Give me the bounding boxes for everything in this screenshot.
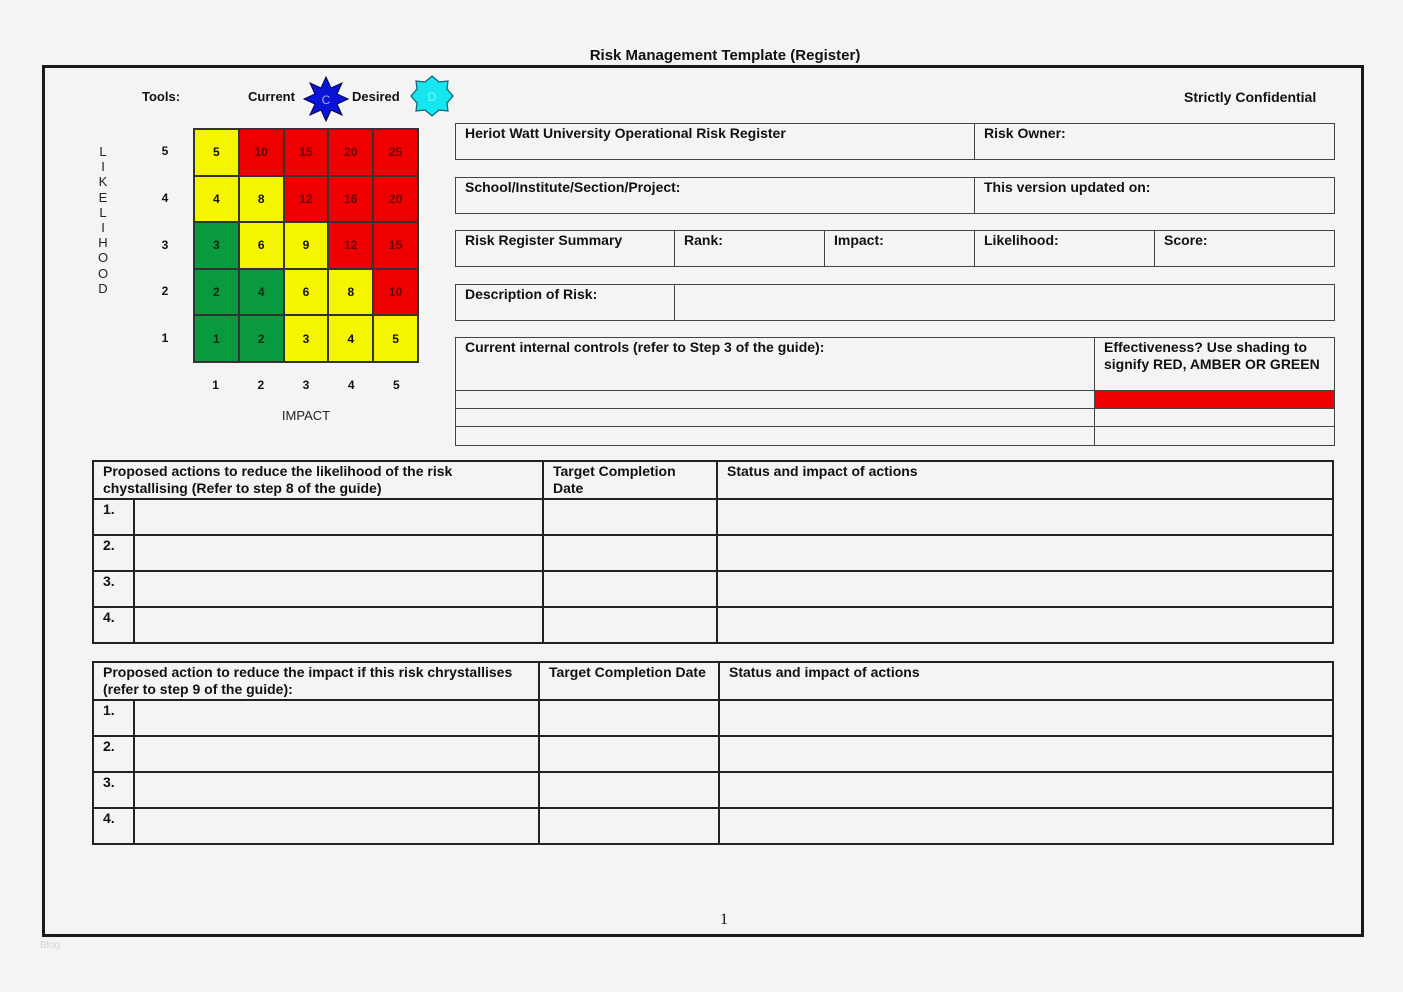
impact-value: 4 — [347, 378, 355, 392]
likelihood-value: 1 — [161, 331, 169, 346]
matrix-cell-yellow: 4 — [328, 315, 373, 362]
control-cell[interactable] — [456, 391, 1095, 408]
row-number: 1. — [93, 499, 134, 535]
risk-matrix — [193, 128, 419, 363]
matrix-cell-red: 15 — [284, 129, 329, 176]
axis-letter: O — [97, 265, 109, 281]
action-cell[interactable] — [134, 700, 539, 736]
risk-owner-field[interactable]: Risk Owner: — [984, 125, 1066, 141]
controls-table — [455, 337, 1335, 446]
target-date-header: Target Completion Date — [539, 662, 719, 700]
likelihood-value: 5 — [161, 144, 169, 158]
action-cell[interactable] — [134, 607, 543, 643]
impact-value: 2 — [257, 378, 265, 392]
matrix-cell-green: 2 — [239, 315, 284, 362]
date-cell[interactable] — [543, 499, 717, 535]
page-title: Risk Management Template (Register) — [589, 47, 861, 64]
school-field[interactable]: School/Institute/Section/Project: — [456, 178, 975, 213]
axis-letter: O — [97, 250, 109, 266]
matrix-cell-yellow: 6 — [284, 269, 329, 316]
action-cell[interactable] — [134, 736, 539, 772]
row-number: 2. — [93, 736, 134, 772]
matrix-cell-green: 4 — [239, 269, 284, 316]
confidentiality-label: Strictly Confidential — [1184, 89, 1317, 105]
status-header: Status and impact of actions — [717, 461, 1333, 499]
axis-letter: D — [98, 280, 108, 296]
status-cell[interactable] — [717, 535, 1333, 571]
current-label: Current — [248, 89, 295, 104]
version-updated-field[interactable]: This version updated on: — [984, 179, 1151, 195]
watermark: Blog — [40, 940, 61, 951]
control-row — [456, 391, 1334, 409]
action-cell[interactable] — [134, 571, 543, 607]
register-name-field[interactable]: Heriot Watt University Operational Risk Register — [456, 124, 975, 159]
summary-row — [455, 230, 1335, 267]
impact-actions-header: Proposed action to reduce the impact if this risk chrystallises (refer to step 9 of the guide): — [93, 662, 539, 700]
likelihood-value: 4 — [161, 190, 169, 205]
school-row — [455, 177, 1335, 214]
axis-letter: I — [101, 159, 105, 175]
matrix-cell-yellow: 6 — [239, 222, 284, 269]
matrix-cell-red: 15 — [373, 222, 418, 269]
matrix-cell-red: 20 — [373, 176, 418, 223]
date-cell[interactable] — [539, 736, 719, 772]
matrix-cell-red: 16 — [328, 176, 373, 223]
matrix-cell-red: 10 — [239, 129, 284, 176]
impact-field[interactable]: Impact: — [825, 231, 975, 266]
matrix-cell-red: 20 — [328, 129, 373, 176]
date-cell[interactable] — [543, 607, 717, 643]
axis-letter: L — [99, 204, 107, 220]
effectiveness-cell-red[interactable] — [1095, 391, 1334, 408]
description-label: Description of Risk: — [456, 285, 675, 320]
matrix-cell-green: 1 — [194, 315, 239, 362]
impact-value: 3 — [302, 378, 310, 392]
control-cell[interactable] — [456, 427, 1095, 445]
description-field[interactable] — [675, 285, 1334, 320]
summary-label: Risk Register Summary — [456, 231, 675, 266]
register-name-row — [455, 123, 1335, 160]
action-cell[interactable] — [134, 535, 543, 571]
current-star-icon — [303, 76, 349, 122]
page-number: 1 — [720, 911, 728, 928]
impact-value: 1 — [212, 378, 219, 392]
likelihood-value: 3 — [161, 237, 169, 252]
row-number: 3. — [93, 772, 134, 808]
date-cell[interactable] — [543, 535, 717, 571]
target-date-header: Target Completion Date — [543, 461, 717, 499]
axis-letter: L — [99, 144, 107, 159]
score-field[interactable]: Score: — [1164, 232, 1208, 248]
likelihood-actions-table — [92, 460, 1334, 644]
matrix-cell-green: 3 — [194, 222, 239, 269]
likelihood-actions-header: Proposed actions to reduce the likelihood of the risk chystallising (Refer to step 8 of the guide) — [93, 461, 543, 499]
row-number: 1. — [93, 700, 134, 736]
axis-letter: K — [98, 174, 108, 190]
matrix-cell-yellow: 4 — [194, 176, 239, 223]
row-number: 3. — [93, 571, 134, 607]
description-row — [455, 284, 1335, 321]
impact-values — [193, 378, 419, 392]
status-cell[interactable] — [717, 571, 1333, 607]
impact-axis-label: IMPACT — [281, 408, 331, 423]
matrix-cell-red: 10 — [373, 269, 418, 316]
impact-actions-table — [92, 661, 1334, 845]
matrix-cell-yellow: 9 — [284, 222, 329, 269]
tools-label: Tools: — [142, 89, 181, 104]
controls-header: Current internal controls (refer to Step 3 of the guide): — [456, 338, 1095, 390]
axis-letter: H — [98, 235, 108, 251]
control-row — [456, 427, 1334, 445]
likelihood-field[interactable]: Likelihood: — [975, 231, 1155, 266]
action-cell[interactable] — [134, 808, 539, 844]
matrix-cell-yellow: 8 — [328, 269, 373, 316]
row-number: 2. — [93, 535, 134, 571]
row-number: 4. — [93, 607, 134, 643]
desired-marker: D — [427, 90, 437, 104]
current-marker: C — [321, 93, 331, 107]
status-cell[interactable] — [717, 607, 1333, 643]
control-cell[interactable] — [456, 409, 1095, 426]
likelihood-axis-label — [97, 144, 109, 296]
matrix-cell-green: 2 — [194, 269, 239, 316]
matrix-cell-yellow: 5 — [373, 315, 418, 362]
matrix-cell-red: 25 — [373, 129, 418, 176]
date-cell[interactable] — [539, 700, 719, 736]
status-cell[interactable] — [719, 700, 1333, 736]
action-cell[interactable] — [134, 772, 539, 808]
status-cell[interactable] — [719, 772, 1333, 808]
axis-letter: I — [101, 220, 105, 236]
date-cell[interactable] — [539, 808, 719, 844]
likelihood-value: 2 — [161, 284, 169, 299]
status-cell[interactable] — [717, 499, 1333, 535]
effectiveness-header: Effectiveness? Use shading to signify RED, AMBER OR GREEN — [1104, 339, 1320, 372]
likelihood-values — [150, 128, 180, 362]
impact-value: 5 — [393, 378, 400, 392]
axis-letter: E — [98, 189, 108, 205]
rank-field[interactable]: Rank: — [675, 231, 825, 266]
matrix-cell-red: 12 — [328, 222, 373, 269]
status-cell[interactable] — [719, 736, 1333, 772]
matrix-cell-yellow: 5 — [194, 129, 239, 176]
matrix-cell-yellow: 3 — [284, 315, 329, 362]
action-cell[interactable] — [134, 499, 543, 535]
effectiveness-cell[interactable] — [1095, 427, 1334, 445]
date-cell[interactable] — [543, 571, 717, 607]
control-row — [456, 409, 1334, 427]
matrix-cell-yellow: 8 — [239, 176, 284, 223]
effectiveness-cell[interactable] — [1095, 409, 1334, 426]
row-number: 4. — [93, 808, 134, 844]
desired-label: Desired — [352, 89, 400, 104]
date-cell[interactable] — [539, 772, 719, 808]
status-header: Status and impact of actions — [719, 662, 1333, 700]
desired-star-icon — [409, 74, 455, 118]
status-cell[interactable] — [719, 808, 1333, 844]
matrix-cell-red: 12 — [284, 176, 329, 223]
